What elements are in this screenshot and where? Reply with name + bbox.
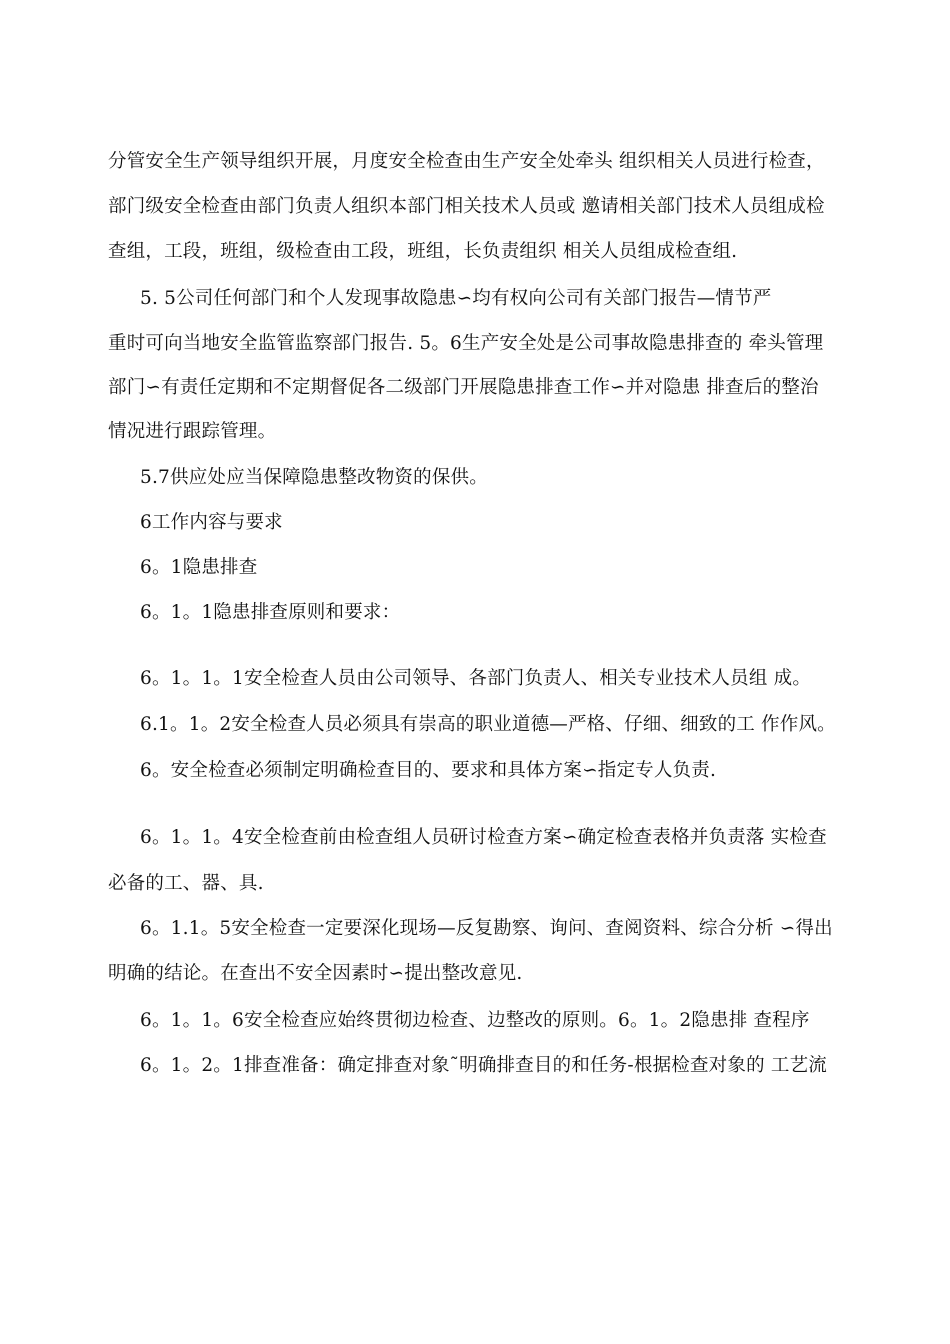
text-line-1: 分管安全生产领导组织开展，月度安全检查由生产安全处牵头 组织相关人员进行检查， xyxy=(108,151,825,172)
section-heading-6-1: 6。1隐患排查 xyxy=(140,557,258,578)
text-line-20: 6。1。2。1排查准备：确定排查对象˜明确排查目的和任务-根据检查对象的 工艺流 xyxy=(140,1055,827,1076)
text-line-7: 情况进行跟踪管理。 xyxy=(108,421,277,442)
text-line-18: 明确的结论。在查出不安全因素时∽提出整改意见. xyxy=(108,963,523,984)
text-line-5: 重时可向当地安全监管监察部门报告. 5。6生产安全处是公司事故隐患排查的 牵头管理 xyxy=(108,333,824,354)
text-line-12: 6。1。1。1安全检查人员由公司领导、各部门负责人、相关专业技术人员组 成。 xyxy=(140,668,812,689)
text-line-4: 5. 5公司任何部门和个人发现事故隐患∽均有权向公司有关部门报告—情节严 xyxy=(140,288,772,309)
text-line-8: 5.7供应处应当保障隐患整改物资的保供。 xyxy=(140,467,488,488)
text-line-19: 6。1。1。6安全检查应始终贯彻边检查、边整改的原则。6。1。2隐患排 查程序 xyxy=(140,1010,810,1031)
section-heading-6-1-1: 6。1。1隐患排查原则和要求： xyxy=(140,602,401,623)
text-line-2: 部门级安全检查由部门负责人组织本部门相关技术人员或 邀请相关部门技术人员组成检 xyxy=(108,196,825,217)
text-line-17: 6。1.1。5安全检查一定要深化现场—反复勘察、询问、查阅资料、综合分析 ∽得出 xyxy=(140,918,833,939)
text-line-3: 查组，工段，班组，级检查由工段，班组，长负责组织 相关人员组成检查组. xyxy=(108,241,738,262)
text-line-6: 部门∽有责任定期和不定期督促各二级部门开展隐患排查工作∽并对隐患 排查后的整治 xyxy=(108,377,819,398)
section-heading-6: 6工作内容与要求 xyxy=(140,512,283,533)
text-line-14: 6。安全检查必须制定明确检查目的、要求和具体方案∽指定专人负责. xyxy=(140,760,717,781)
text-line-16: 必备的工、器、具. xyxy=(108,873,264,894)
text-line-15: 6。1。1。4安全检查前由检查组人员研讨检查方案∽确定检查表格并负责落 实检查 xyxy=(140,827,827,848)
text-line-13: 6.1。1。2安全检查人员必须具有崇高的职业道德—严格、仔细、细致的工 作作风。 xyxy=(140,714,836,735)
